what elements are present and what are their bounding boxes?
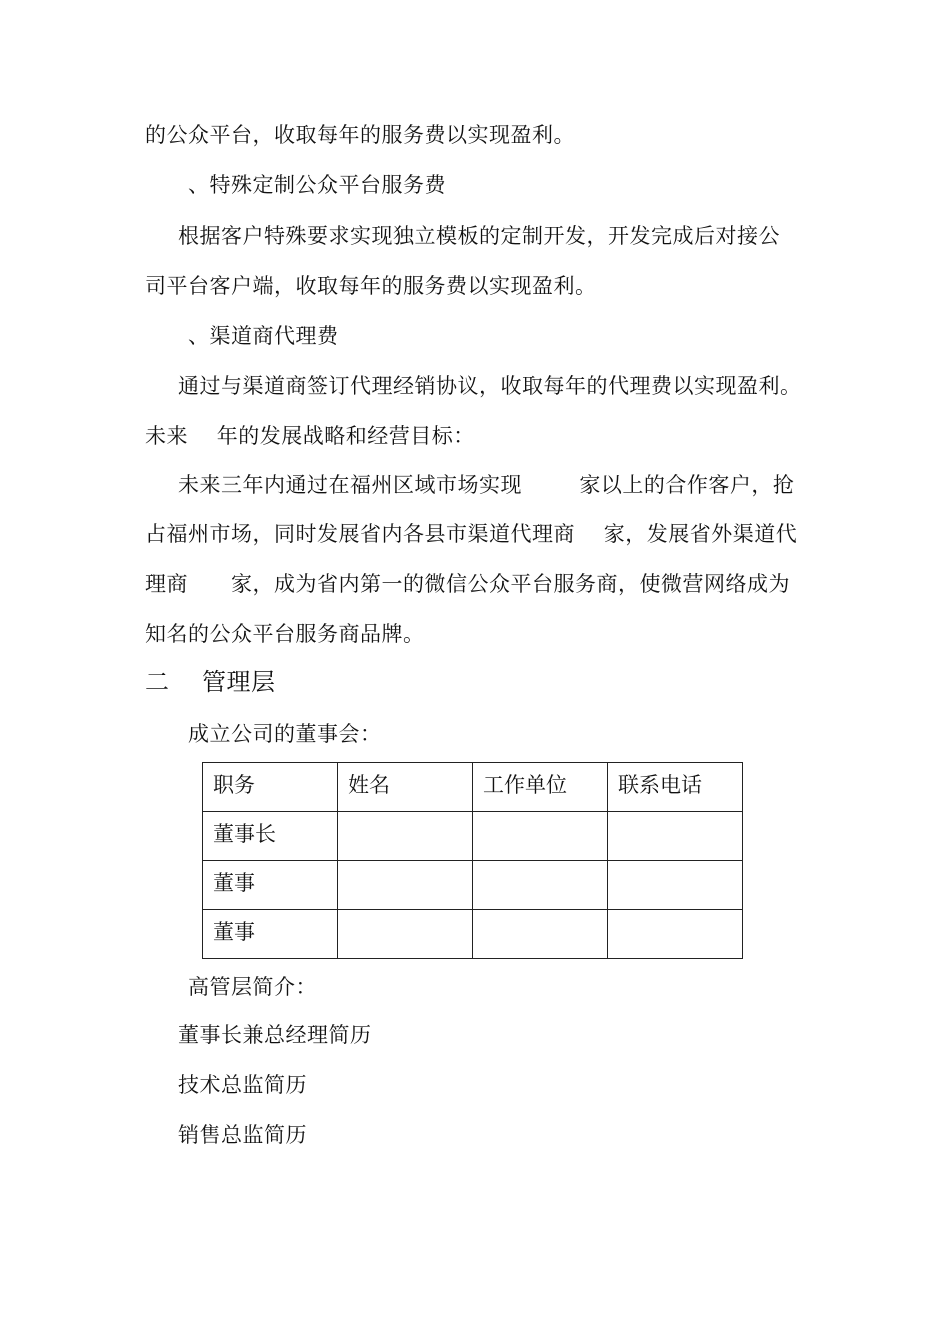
executives-intro: 高管层简介：: [188, 975, 317, 999]
list-item-sales-director-resume: 销售总监简历: [178, 1123, 307, 1147]
paragraph-line: 司平台客户端，收取每年的服务费以实现盈利。: [145, 274, 597, 298]
header-cell: 姓名: [338, 763, 473, 812]
table-cell: 董事: [203, 861, 338, 910]
table-cell: 董事长: [203, 812, 338, 861]
subheading-channel-agency-fee: 、渠道商代理费: [188, 324, 339, 348]
table-cell: [338, 910, 473, 959]
section-title: 二 管理层: [145, 668, 276, 696]
paragraph-line: 占福州市场，同时发展省内各县市渠道代理商 家，发展省外渠道代: [145, 522, 798, 546]
header-cell: 职务: [203, 763, 338, 812]
table-cell: [338, 812, 473, 861]
table-cell: [608, 910, 743, 959]
table-cell: [473, 812, 608, 861]
table-cell: [608, 861, 743, 910]
paragraph-line: 知名的公众平台服务商品牌。: [145, 622, 425, 646]
table-cell: [473, 861, 608, 910]
list-item-chairman-resume: 董事长兼总经理简历: [178, 1023, 372, 1047]
board-table: [202, 762, 743, 959]
table-cell: [473, 910, 608, 959]
table-cell: [608, 812, 743, 861]
paragraph-line: 根据客户特殊要求实现独立模板的定制开发，开发完成后对接公: [178, 224, 780, 248]
header-cell: 工作单位: [473, 763, 608, 812]
table-row: [203, 812, 743, 861]
table-cell: 董事: [203, 910, 338, 959]
subheading-custom-platform-fee: 、特殊定制公众平台服务费: [188, 173, 446, 197]
table-header-row: [203, 763, 743, 812]
paragraph-line: 的公众平台，收取每年的服务费以实现盈利。: [145, 123, 575, 147]
paragraph-line: 理商 家，成为省内第一的微信公众平台服务商，使微营网络成为: [145, 572, 791, 596]
list-item-cto-resume: 技术总监简历: [178, 1073, 307, 1097]
subheading-strategy-goals: 未来 年的发展战略和经营目标：: [145, 424, 475, 448]
table-cell: [338, 861, 473, 910]
paragraph-line: 未来三年内通过在福州区域市场实现 家以上的合作客户，抢: [178, 473, 795, 497]
board-intro: 成立公司的董事会：: [188, 722, 382, 746]
table-row: [203, 861, 743, 910]
table-row: [203, 910, 743, 959]
header-cell: 联系电话: [608, 763, 743, 812]
paragraph-line: 通过与渠道商签订代理经销协议，收取每年的代理费以实现盈利。: [178, 374, 802, 398]
